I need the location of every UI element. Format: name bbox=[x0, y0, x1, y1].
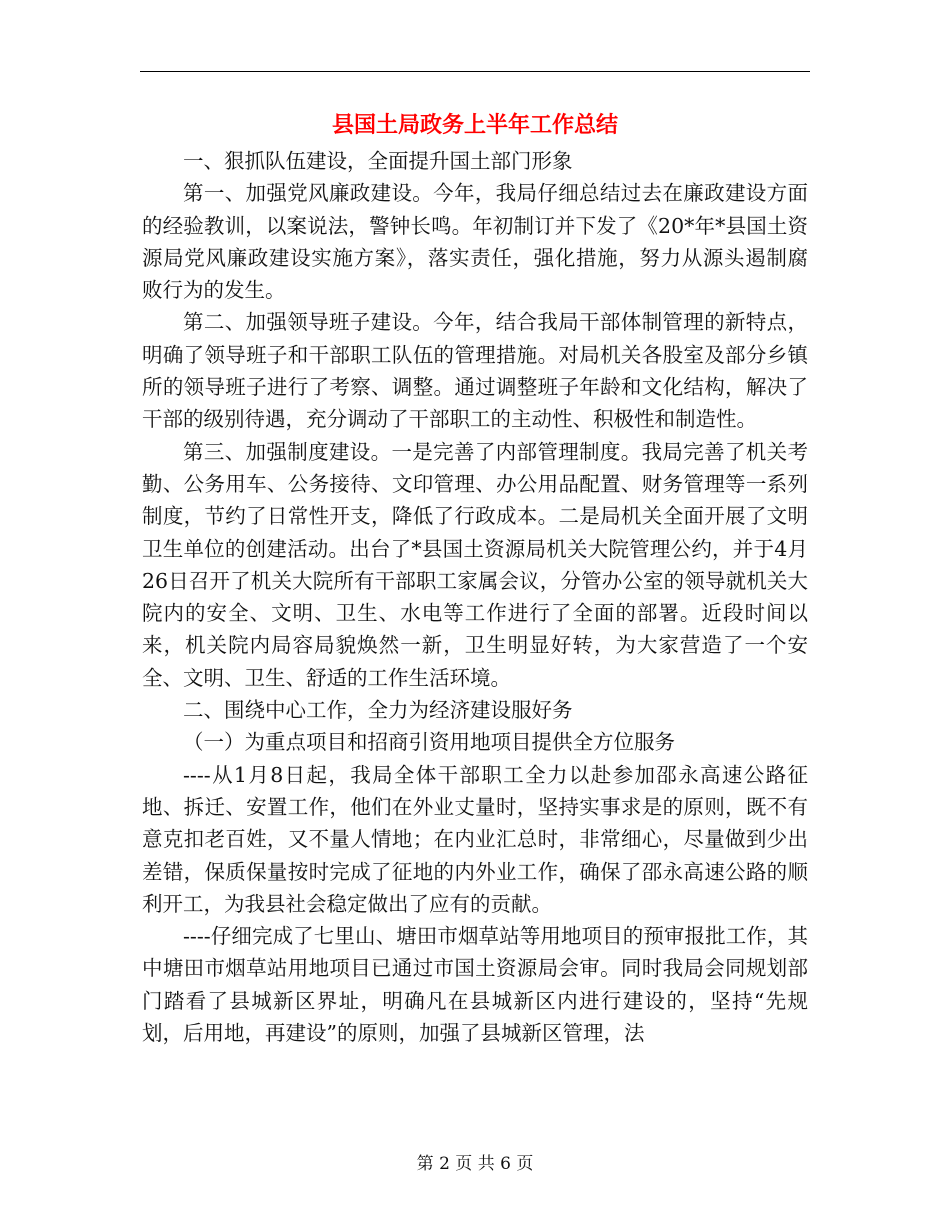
paragraph-subsection-1-heading: （一）为重点项目和招商引资用地项目提供全方位服务 bbox=[183, 730, 675, 755]
paragraph-institutions: 第三、加强制度建设。一是完善了内部管理制度。我局完善了机关考勤、公务用车、公务接待、文印管理、办公用品配置、财务管理等一系列制度，节约了日常性开支，降低了行政成本。二是局机关全面开展了文明卫生单位的创建活动。出台了*县国土资源局机关大院管理公约，并于4月26日召开了机关大院所有干部职工家属会议，分管办公室的领导就机关大院内的安全、文明、卫生、水电等工作进行了全面的部署。近段时间以来，机关院内局容局貌焕然一新，卫生明显好转，为大家营造了一个安全、文明、卫生、舒适的工作生活环境。 bbox=[142, 439, 808, 690]
document-body bbox=[142, 145, 808, 1049]
paragraph-project-approval: ----仔细完成了七里山、塘田市烟草站等用地项目的预审报批工作，其中塘田市烟草站用地项目已通过市国土资源局会审。同时我局会同规划部门踏看了县城新区界址，明确凡在县城新区内进行建设的，坚持“先规划，后用地，再建设”的原则，加强了县城新区管理，法 bbox=[142, 924, 808, 1046]
paragraph-section-1-heading: 一、狠抓队伍建设，全面提升国土部门形象 bbox=[183, 149, 573, 173]
paragraph-highway-land: ----从1月8日起，我局全体干部职工全力以赴参加邵永高速公路征地、拆迁、安置工作，他们在外业丈量时，坚持实事求是的原则，既不有意克扣老百姓，又不量人情地；在内业汇总时，非常细心，尽量做到少出差错，保质保量按时完成了征地的内外业工作，确保了邵永高速公路的顺利开工，为我县社会稳定做出了应有的贡献。 bbox=[142, 762, 808, 916]
header-rule bbox=[140, 71, 810, 72]
document-title: 县国土局政务上半年工作总结 bbox=[331, 113, 618, 138]
paragraph-section-2-heading: 二、围绕中心工作，全力为经济建设服好务 bbox=[183, 698, 573, 723]
page-number-footer: 第 2 页 共 6 页 bbox=[416, 1154, 534, 1174]
paragraph-party-integrity: 第一、加强党风廉政建设。今年，我局仔细总结过去在廉政建设方面的经验教训，以案说法，警钟长鸣。年初制订并下发了《20*年*县国土资源局党风廉政建设实施方案》，落实责任，强化措施，努力从源头遏制腐败行为的发生。 bbox=[142, 181, 808, 303]
paragraph-leadership: 第二、加强领导班子建设。今年，结合我局干部体制管理的新特点，明确了领导班子和干部职工队伍的管理措施。对局机关各股室及部分乡镇所的领导班子进行了考察、调整。通过调整班子年龄和文化结构，解决了干部的级别待遇，充分调动了干部职工的主动性、积极性和制造性。 bbox=[142, 310, 808, 432]
